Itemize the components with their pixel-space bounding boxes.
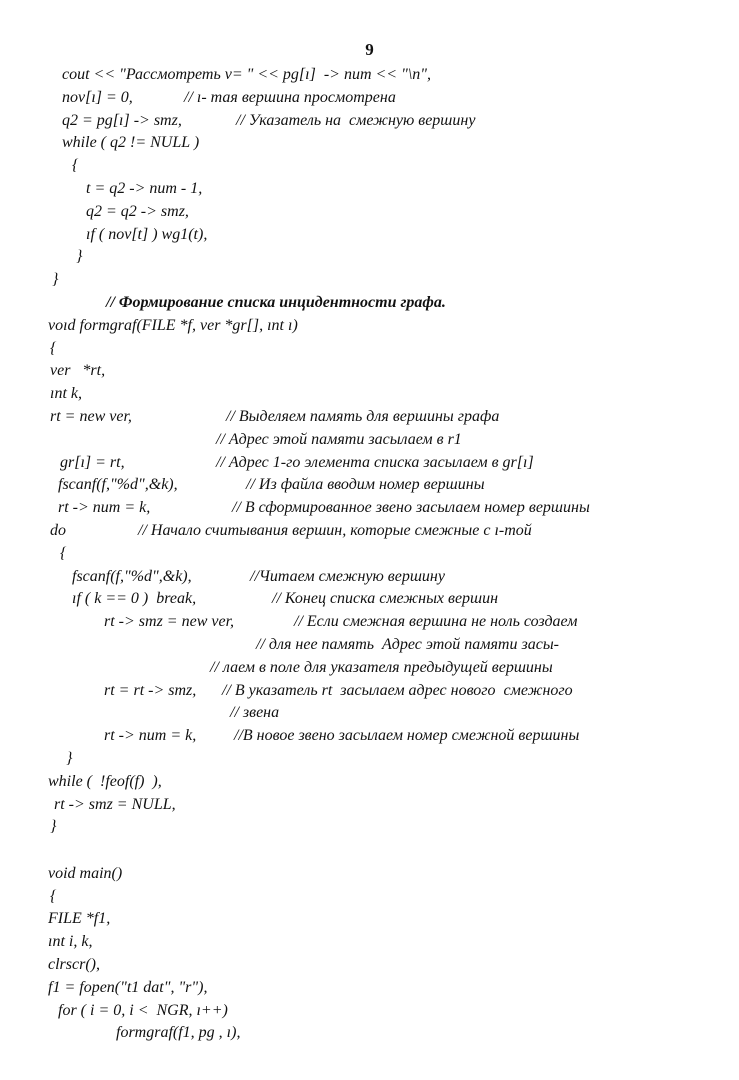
code-comment: //В новое звено засылаем номер смежной вершины: [234, 727, 580, 744]
code-line: gr[ı] = rt,: [60, 454, 125, 471]
page-number: 9: [365, 40, 374, 59]
code-line: cout << "Рассмотреть v= " << pg[ı] -> num << "\n",: [62, 66, 431, 83]
code-line: }: [76, 248, 83, 265]
code-comment: // Начало считывания вершин, которые смежные с ı-той: [138, 522, 532, 539]
code-line: ıf ( nov[t] ) wg1(t),: [86, 226, 208, 243]
code-line: {: [50, 888, 57, 905]
code-line: FILE *f1,: [48, 910, 111, 927]
code-line: q2 = q2 -> smz,: [86, 203, 189, 220]
code-line: t = q2 -> num - 1,: [86, 180, 203, 197]
code-line: }: [66, 750, 73, 767]
section-heading-comment: // Формирование списка инцидентности графа.: [106, 294, 446, 311]
code-comment: // Конец списка смежных вершин: [272, 590, 499, 607]
code-line: fscanf(f,"%d",&k),: [58, 476, 178, 493]
code-line: ıf ( k == 0 ) break,: [72, 590, 197, 607]
code-line: rt -> num = k,: [104, 727, 197, 744]
code-line: }: [52, 271, 59, 288]
code-line: ınt k,: [50, 385, 82, 402]
code-line: fscanf(f,"%d",&k),: [72, 568, 192, 585]
code-line: void main(): [48, 865, 123, 882]
code-line: formgraf(f1, pg , ı),: [116, 1024, 241, 1041]
code-line: nov[ı] = 0,: [62, 89, 133, 106]
code-comment: // для нее память Адрес этой памяти засы-: [256, 636, 559, 653]
code-line: clrscr(),: [48, 956, 100, 973]
code-comment: // Выделяем память для вершины графа: [226, 408, 500, 425]
code-line: rt -> num = k,: [58, 499, 151, 516]
code-comment: // звена: [230, 704, 280, 721]
code-comment: // ı- тая вершина просмотрена: [184, 89, 396, 106]
code-comment: // Указатель на смежную вершину: [236, 112, 476, 129]
code-line: for ( i = 0, i < NGR, ı++): [58, 1002, 228, 1019]
code-line: rt -> smz = new ver,: [104, 613, 235, 630]
code-line: ınt i, k,: [48, 933, 93, 950]
code-comment: // Если смежная вершина не ноль создаем: [294, 613, 578, 630]
code-comment: // Адрес 1-го элемента списка засылаем в gr[ı]: [216, 454, 534, 471]
code-comment: // В сформированное звено засылаем номер вершины: [232, 499, 590, 516]
code-line: while ( q2 != NULL ): [62, 134, 200, 151]
code-comment: //Читаем смежную вершину: [250, 568, 445, 585]
code-line: while ( !feof(f) ),: [48, 773, 162, 790]
code-line: {: [50, 340, 57, 357]
code-line: rt = new ver,: [50, 408, 132, 425]
code-comment: // Из файла вводим номер вершины: [246, 476, 485, 493]
code-line: {: [60, 545, 67, 562]
code-line: do: [50, 522, 66, 539]
code-comment: // Адрес этой памяти засылаем в r1: [216, 431, 462, 448]
code-line: q2 = pg[ı] -> smz,: [62, 112, 182, 129]
code-line: voıd formgraf(FILE *f, ver *gr[], ınt ı): [48, 317, 298, 334]
code-line: f1 = fopen("t1 dat", "r"),: [48, 979, 208, 996]
code-comment: // В указатель rt засылаем адрес нового смежного: [222, 682, 573, 699]
code-line: {: [72, 157, 79, 174]
code-line: }: [50, 818, 57, 835]
code-line: rt = rt -> smz,: [104, 682, 197, 699]
code-comment: // лаем в поле для указателя предыдущей вершины: [210, 659, 553, 676]
code-line: rt -> smz = NULL,: [54, 796, 176, 813]
code-line: ver *rt,: [50, 362, 106, 379]
